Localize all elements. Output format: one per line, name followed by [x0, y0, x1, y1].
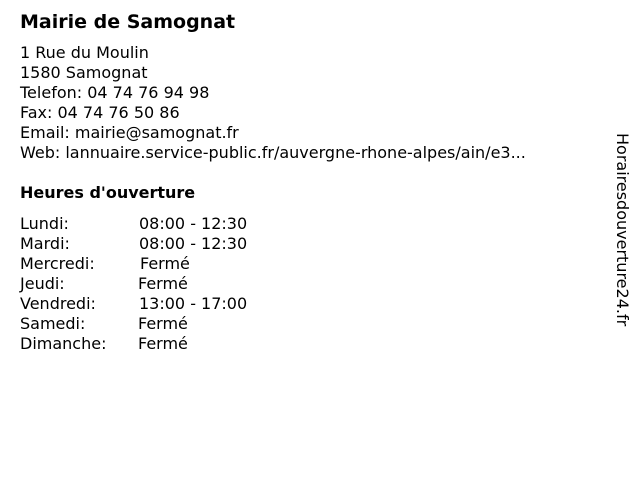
day-hours: 08:00 - 12:30 — [139, 214, 248, 233]
website-url: Web: lannuaire.service-public.fr/auvergne-rhone-alpes/ain/e3... — [20, 143, 526, 162]
hours-heading: Heures d'ouverture — [20, 183, 196, 202]
fax-number: Fax: 04 74 76 50 86 — [20, 103, 180, 122]
day-hours: Fermé — [140, 254, 190, 273]
day-hours: Fermé — [138, 314, 188, 333]
day-label: Dimanche: — [20, 334, 107, 353]
day-hours: 08:00 - 12:30 — [139, 234, 248, 253]
city-postal: 1580 Samognat — [20, 63, 148, 82]
day-hours: 13:00 - 17:00 — [139, 294, 248, 313]
day-label: Mercredi: — [20, 254, 95, 273]
email-address: Email: mairie@samognat.fr — [20, 123, 239, 142]
site-watermark: Horairesdouverture24.fr — [613, 133, 632, 327]
day-label: Samedi: — [20, 314, 86, 333]
day-hours: Fermé — [138, 334, 188, 353]
contact-block — [20, 43, 526, 163]
day-label: Lundi: — [20, 214, 69, 233]
page-title: Mairie de Samognat — [20, 11, 236, 33]
phone-number: Telefon: 04 74 76 94 98 — [20, 83, 210, 102]
day-label: Vendredi: — [20, 294, 96, 313]
day-hours: Fermé — [138, 274, 188, 293]
day-label: Jeudi: — [20, 274, 65, 293]
day-label: Mardi: — [20, 234, 70, 253]
street-address: 1 Rue du Moulin — [20, 43, 149, 62]
